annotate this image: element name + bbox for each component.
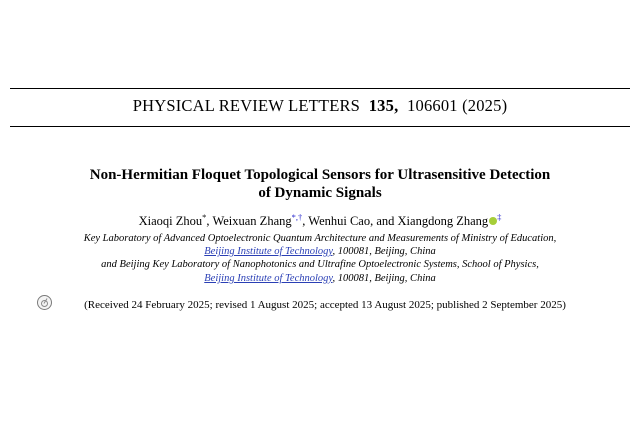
author-2: Weixuan Zhang <box>212 214 292 228</box>
page-title <box>60 166 580 202</box>
affiliations <box>20 232 620 285</box>
affiliation-line-4-rest: , 100081, Beijing, China <box>332 272 436 284</box>
affiliation-line-3: and Beijing Key Laboratory of Nanophotonics and Ultrafine Optoelectronic Systems, School of Physics, <box>101 259 539 271</box>
author-1-mark: * <box>202 211 207 222</box>
affiliation-line-2-rest: , 100081, Beijing, China <box>332 246 436 258</box>
journal-name: PHYSICAL REVIEW LETTERS <box>132 96 361 115</box>
journal-header <box>0 96 640 116</box>
title-line-1: Non-Hermitian Floquet Topological Sensors for Ultrasensitive Detection <box>89 167 551 183</box>
title-line-2: of Dynamic Signals <box>258 185 382 201</box>
affiliation-line-1: Key Laboratory of Advanced Optoelectronic Quantum Architecture and Measurements of Ministry of Education, <box>83 233 557 244</box>
affiliation-line-2 <box>20 245 620 258</box>
journal-article-id: 106601 (2025) <box>407 96 508 115</box>
affiliation-line-4 <box>20 272 620 285</box>
author-4-mark[interactable]: ‡ <box>497 211 502 222</box>
institution-link-1[interactable]: Beijing Institute of Technology <box>204 246 333 258</box>
institution-link-2[interactable]: Beijing Institute of Technology <box>204 272 333 284</box>
author-list: Xiaoqi Zhou*, Weixuan Zhang*,†, Wenhui Cao, and Xiangdong Zhang ‡ <box>138 211 502 228</box>
publication-history: (Received 24 February 2025; revised 1 August 2025; accepted 13 August 2025; published 2 September 2025) <box>84 299 566 311</box>
journal-volume: 135, <box>368 96 399 115</box>
header-rule-bottom <box>10 126 630 127</box>
author-2-mark[interactable]: *,† <box>291 211 303 222</box>
author-3: Wenhui Cao, and Xiangdong Zhang <box>308 214 489 228</box>
header-rule-top <box>10 88 630 89</box>
orcid-icon[interactable] <box>489 217 497 225</box>
author-1: Xiaoqi Zhou <box>138 214 203 228</box>
